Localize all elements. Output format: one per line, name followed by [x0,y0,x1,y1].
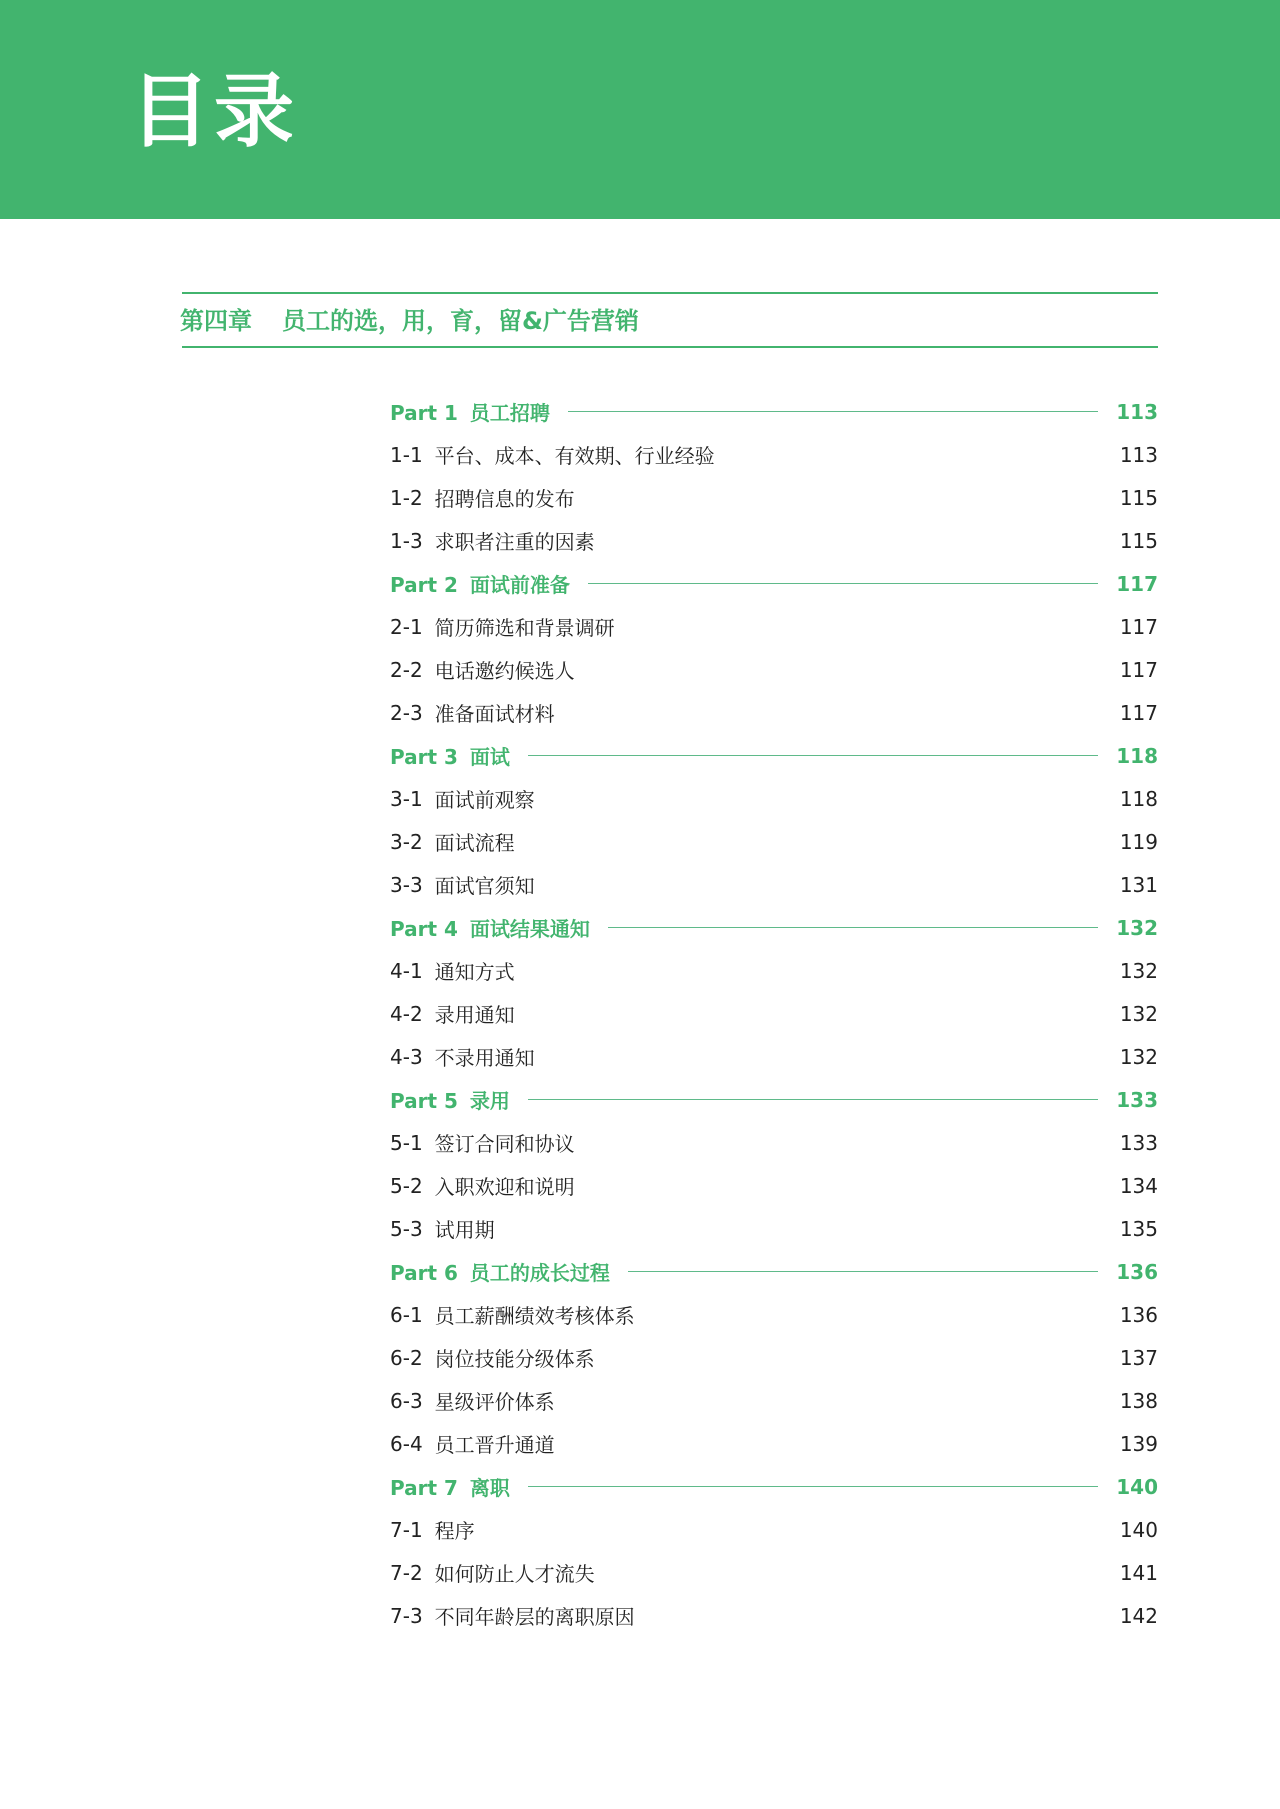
chapter-title: 员工的选，用，育，留&广告营销 [282,307,639,335]
toc-part-label [390,1472,510,1501]
toc-item-page: 117 [1119,657,1158,682]
toc-item-page: 142 [1119,1603,1158,1628]
toc-item-title: 试用期 [434,1218,495,1242]
toc-item-row[interactable] [390,1551,1158,1594]
toc-part-label [390,913,590,942]
toc-part-row[interactable] [390,390,1158,433]
toc-part-title: 录用 [469,1089,510,1113]
toc-item-title: 如何防止人才流失 [434,1562,595,1586]
toc-item-page: 134 [1119,1173,1158,1198]
toc-part-row[interactable] [390,1465,1158,1508]
toc-item-title: 程序 [434,1519,475,1543]
toc-item-page: 140 [1119,1517,1158,1542]
toc-item-row[interactable] [390,1035,1158,1078]
toc-part-page: 132 [1116,915,1158,940]
toc-part-page: 118 [1116,743,1158,768]
toc-part-label [390,397,550,426]
toc-item-number: 3-1 [390,786,423,811]
toc-item-number: 6-2 [390,1345,423,1370]
toc-item-number: 5-2 [390,1173,423,1198]
toc-item-row[interactable] [390,1379,1158,1422]
toc-item-number: 4-1 [390,958,423,983]
toc-item-title: 录用通知 [434,1003,515,1027]
toc-item-row[interactable] [390,519,1158,562]
toc-item-page: 135 [1119,1216,1158,1241]
toc-item-title: 面试前观察 [434,788,535,812]
toc-leader-line [588,583,1098,584]
toc-item-page: 113 [1119,442,1158,467]
toc-item-number: 3-3 [390,872,423,897]
toc-item-page: 132 [1119,1001,1158,1026]
toc-item-row[interactable] [390,1422,1158,1465]
toc-part-title: 离职 [469,1476,510,1500]
toc-item-number: 2-3 [390,700,423,725]
toc-item-title: 星级评价体系 [434,1390,555,1414]
toc-item-row[interactable] [390,476,1158,519]
toc-part-label [390,569,570,598]
toc-part-row[interactable] [390,1078,1158,1121]
toc-item-page: 132 [1119,1044,1158,1069]
toc-item-page: 115 [1119,485,1158,510]
toc-item-row[interactable] [390,820,1158,863]
toc-item-title: 签订合同和协议 [434,1132,575,1156]
toc-part-title: 面试结果通知 [469,917,590,941]
toc-part-row[interactable] [390,734,1158,777]
chapter-heading [182,292,1158,348]
toc-item-page: 118 [1119,786,1158,811]
toc-item-page: 141 [1119,1560,1158,1585]
toc-part-page: 136 [1116,1259,1158,1284]
toc-item-title: 通知方式 [434,960,515,984]
toc-item-row[interactable] [390,1164,1158,1207]
toc-part-number: Part 5 [390,1089,458,1113]
toc-part-number: Part 6 [390,1261,458,1285]
toc-item-row[interactable] [390,648,1158,691]
toc-item-row[interactable] [390,691,1158,734]
toc-item-page: 132 [1119,958,1158,983]
toc-item-title: 员工薪酬绩效考核体系 [434,1304,635,1328]
toc-leader-line [608,927,1098,928]
toc-item-title: 员工晋升通道 [434,1433,555,1457]
chapter-number: 第四章 [180,307,252,335]
toc-item-number: 7-1 [390,1517,423,1542]
toc-item-number: 3-2 [390,829,423,854]
toc-item-title: 简历筛选和背景调研 [434,616,615,640]
toc-item-row[interactable] [390,1121,1158,1164]
toc-part-row[interactable] [390,1250,1158,1293]
toc-item-page: 117 [1119,614,1158,639]
toc-part-number: Part 1 [390,401,458,425]
toc-part-title: 员工的成长过程 [469,1261,610,1285]
toc-item-row[interactable] [390,1293,1158,1336]
toc-part-number: Part 7 [390,1476,458,1500]
toc-leader-line [528,755,1098,756]
toc-item-number: 7-3 [390,1603,423,1628]
toc-item-number: 6-1 [390,1302,423,1327]
page-title: 目录 [130,65,298,158]
toc-part-row[interactable] [390,562,1158,605]
toc-item-number: 5-1 [390,1130,423,1155]
toc-item-row[interactable] [390,1594,1158,1637]
toc-item-number: 6-3 [390,1388,423,1413]
toc-item-row[interactable] [390,1508,1158,1551]
toc-item-row[interactable] [390,1336,1158,1379]
toc-part-label [390,1085,510,1114]
toc-item-title: 入职欢迎和说明 [434,1175,575,1199]
toc-item-title: 电话邀约候选人 [434,659,575,683]
toc-part-number: Part 3 [390,745,458,769]
toc-item-title: 不录用通知 [434,1046,535,1070]
toc-part-row[interactable] [390,906,1158,949]
toc-item-page: 137 [1119,1345,1158,1370]
toc-item-page: 136 [1119,1302,1158,1327]
toc-item-page: 119 [1119,829,1158,854]
toc-part-label [390,1257,610,1286]
toc-item-title: 平台、成本、有效期、行业经验 [434,444,715,468]
toc-item-title: 求职者注重的因素 [434,530,595,554]
toc-item-title: 面试官须知 [434,874,535,898]
toc-item-number: 4-2 [390,1001,423,1026]
header-banner [0,0,1280,219]
toc-item-row[interactable] [390,1207,1158,1250]
toc-item-row[interactable] [390,605,1158,648]
toc-item-title: 不同年龄层的离职原因 [434,1605,635,1629]
toc-part-number: Part 2 [390,573,458,597]
toc-item-row[interactable] [390,949,1158,992]
toc-part-page: 117 [1116,571,1158,596]
toc-leader-line [528,1099,1098,1100]
toc-item-title: 准备面试材料 [434,702,555,726]
toc-part-page: 140 [1116,1474,1158,1499]
toc-leader-line [628,1271,1098,1272]
toc-item-number: 6-4 [390,1431,423,1456]
toc-item-number: 1-3 [390,528,423,553]
toc-item-page: 138 [1119,1388,1158,1413]
toc-item-row[interactable] [390,777,1158,820]
toc-part-title: 面试 [469,745,510,769]
toc-item-number: 1-2 [390,485,423,510]
toc-item-row[interactable] [390,992,1158,1035]
toc-part-label [390,741,510,770]
toc-item-page: 117 [1119,700,1158,725]
toc-item-number: 2-2 [390,657,423,682]
toc-part-page: 133 [1116,1087,1158,1112]
toc-part-number: Part 4 [390,917,458,941]
toc-item-page: 139 [1119,1431,1158,1456]
toc-part-page: 113 [1116,399,1158,424]
toc-item-row[interactable] [390,863,1158,906]
toc-item-page: 131 [1119,872,1158,897]
toc-item-row[interactable] [390,433,1158,476]
toc-item-title: 招聘信息的发布 [434,487,575,511]
toc-item-title: 岗位技能分级体系 [434,1347,595,1371]
toc-item-number: 1-1 [390,442,423,467]
toc-item-number: 4-3 [390,1044,423,1069]
toc-item-page: 115 [1119,528,1158,553]
toc-item-number: 5-3 [390,1216,423,1241]
toc-item-number: 2-1 [390,614,423,639]
toc-item-number: 7-2 [390,1560,423,1585]
toc-item-title: 面试流程 [434,831,515,855]
toc-leader-line [528,1486,1098,1487]
toc-leader-line [568,411,1098,412]
toc-part-title: 面试前准备 [469,573,570,597]
toc-item-page: 133 [1119,1130,1158,1155]
toc-part-title: 员工招聘 [469,401,550,425]
